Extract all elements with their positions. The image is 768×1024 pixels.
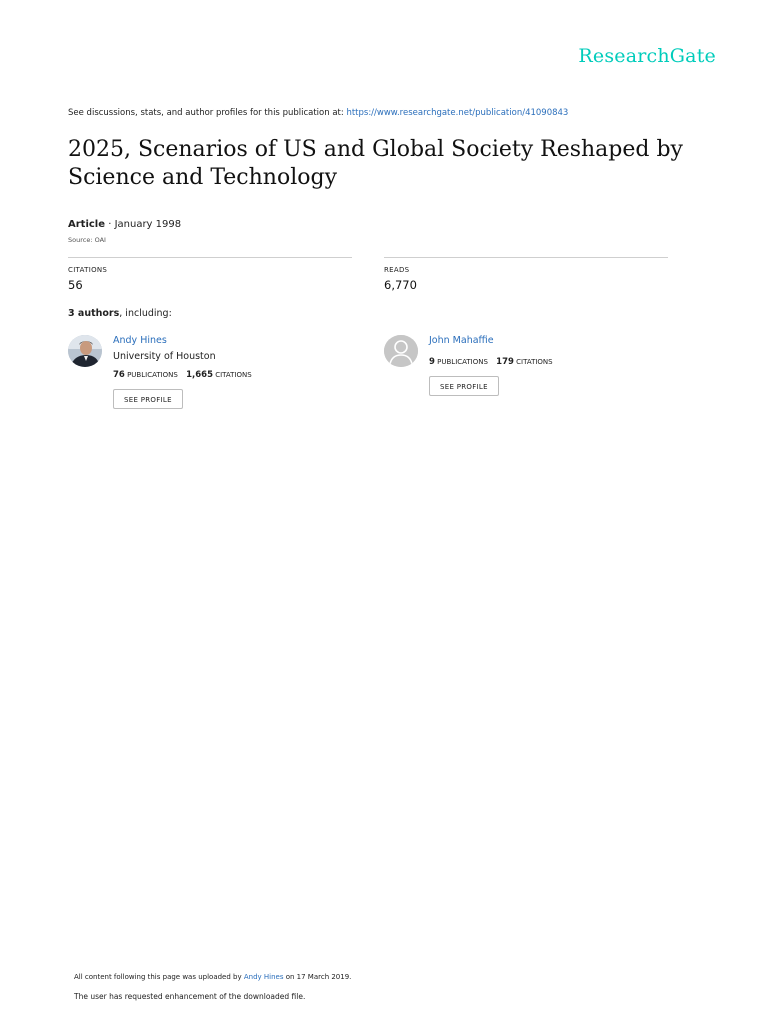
author-name-link[interactable]: Andy Hines xyxy=(113,335,167,346)
author-citations-label: CITATIONS xyxy=(215,371,252,379)
author-photo-john-mahaffie[interactable] xyxy=(384,335,418,367)
authors-count: 3 authors xyxy=(68,308,120,319)
reads-label: READS xyxy=(384,266,410,274)
author-publications-label: PUBLICATIONS xyxy=(437,358,488,366)
see-profile-button[interactable]: SEE PROFILE xyxy=(429,376,499,396)
citations-value: 56 xyxy=(68,278,83,292)
upload-suffix: on 17 March 2019. xyxy=(283,973,352,981)
author-card-andy-hines xyxy=(68,335,358,415)
upload-prefix: All content following this page was uploaded by xyxy=(74,973,244,981)
author-citations-count: 179 xyxy=(496,357,514,367)
publication-type: Article xyxy=(68,219,106,230)
author-card-john-mahaffie xyxy=(384,335,674,405)
author-photo-andy-hines[interactable] xyxy=(68,335,102,367)
enhancement-note: The user has requested enhancement of the downloaded file. xyxy=(74,992,306,1001)
author-stats xyxy=(429,357,553,367)
publication-date: · January 1998 xyxy=(105,219,182,230)
researchgate-logo[interactable]: ResearchGate xyxy=(578,45,716,67)
see-profile-button[interactable]: SEE PROFILE xyxy=(113,389,183,409)
authors-suffix: , including: xyxy=(119,308,172,319)
uploader-link[interactable]: Andy Hines xyxy=(243,973,284,981)
person-placeholder-icon xyxy=(384,335,418,367)
authors-heading xyxy=(68,308,172,319)
discussion-line xyxy=(68,108,568,118)
author-publications-count: 9 xyxy=(429,357,435,367)
publication-meta xyxy=(68,219,181,230)
author-citations-count: 1,665 xyxy=(186,370,213,380)
author-name-link[interactable]: John Mahaffie xyxy=(429,335,494,346)
upload-note xyxy=(74,973,351,981)
author-stats xyxy=(113,370,252,380)
publication-title: 2025, Scenarios of US and Global Society Reshaped by Science and Technology xyxy=(68,137,683,190)
divider-reads xyxy=(384,257,668,258)
reads-value: 6,770 xyxy=(384,278,417,292)
author-publications-count: 76 xyxy=(113,370,125,380)
publication-url-link[interactable]: https://www.researchgate.net/publication/41090843 xyxy=(346,108,569,118)
discussion-prefix: See discussions, stats, and author profiles for this publication at: xyxy=(68,108,347,118)
author-citations-label: CITATIONS xyxy=(516,358,553,366)
author-photo-icon xyxy=(68,335,102,367)
citations-label: CITATIONS xyxy=(68,266,108,274)
author-publications-label: PUBLICATIONS xyxy=(127,371,178,379)
author-institution: University of Houston xyxy=(113,351,216,362)
divider-citations xyxy=(68,257,352,258)
publication-source: Source: OAI xyxy=(68,236,106,244)
